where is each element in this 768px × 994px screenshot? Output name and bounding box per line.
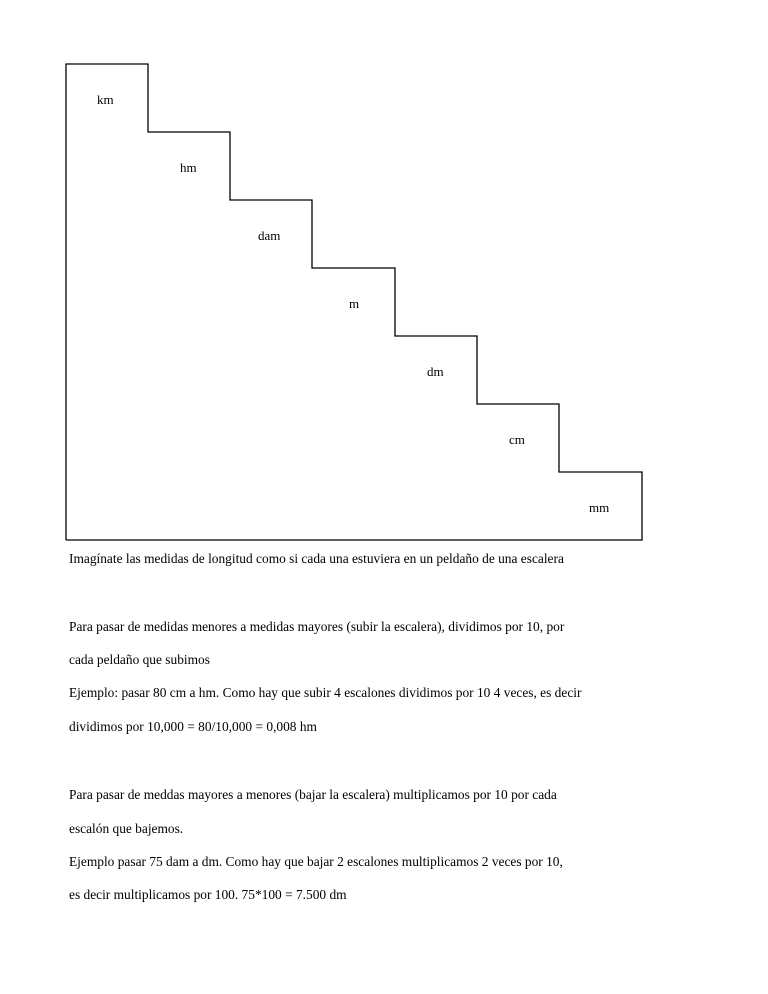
- rule-up-line-1: Para pasar de medidas menores a medidas mayores (subir la escalera), dividimos por 10, por: [69, 619, 565, 634]
- step-label-km: km: [97, 92, 114, 107]
- example-down-line-1: Ejemplo pasar 75 dam a dm. Como hay que bajar 2 escalones multiplicamos 2 veces por 10,: [69, 854, 563, 869]
- rule-up-line-2: cada peldaño que subimos: [69, 652, 210, 667]
- rule-down-line-1: Para pasar de meddas mayores a menores (bajar la escalera) multiplicamos por 10 por cada: [69, 787, 557, 802]
- example-up-line-1: Ejemplo: pasar 80 cm a hm. Como hay que subir 4 escalones dividimos por 10 4 veces, es decir: [69, 685, 582, 700]
- step-label-dam: dam: [258, 228, 281, 243]
- step-label-dm: dm: [427, 364, 444, 379]
- diagram-caption: Imagínate las medidas de longitud como si cada una estuviera en un peldaño de una escalera: [69, 551, 564, 566]
- step-label-cm: cm: [509, 432, 525, 447]
- step-label-m: m: [349, 296, 360, 311]
- example-down-line-2: es decir multiplicamos por 100. 75*100 = 7.500 dm: [69, 887, 347, 902]
- rule-down-line-2: escalón que bajemos.: [69, 821, 184, 836]
- example-up-line-2: dividimos por 10,000 = 80/10,000 = 0,008 hm: [69, 719, 317, 734]
- step-label-hm: hm: [180, 160, 197, 175]
- step-label-mm: mm: [589, 500, 610, 515]
